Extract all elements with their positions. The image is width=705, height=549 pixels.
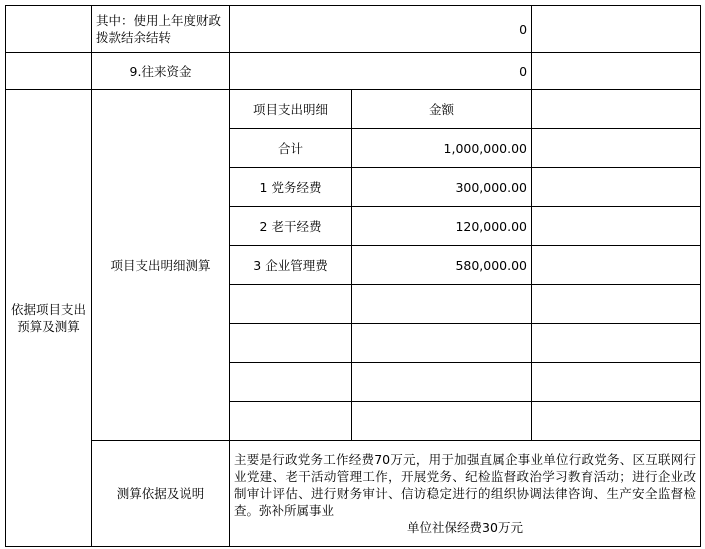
empty-cell: [532, 402, 701, 441]
table-row: [6, 441, 701, 547]
header-amount: 金额: [352, 90, 532, 129]
empty-cell: [532, 246, 701, 285]
row-amount: 120,000.00: [352, 207, 532, 246]
empty-cell: [352, 363, 532, 402]
carryover-label: 其中：使用上年度财政拨款结余结转: [92, 6, 230, 53]
empty-cell: [532, 285, 701, 324]
empty-cell: [230, 324, 352, 363]
empty-cell: [532, 53, 701, 90]
detail-calc-label: 项目支出明细测算: [92, 90, 230, 441]
empty-cell: [532, 129, 701, 168]
empty-cell: [6, 53, 92, 90]
row-item: 2 老干经费: [230, 207, 352, 246]
empty-cell: [352, 402, 532, 441]
row-item: 合计: [230, 129, 352, 168]
empty-cell: [6, 6, 92, 53]
table-row: [6, 53, 701, 90]
table-row: [6, 6, 701, 53]
basis-text-body: 主要是行政党务工作经费70万元，用于加强直属企事业单位行政党务、区互联网行业党建、老干活动管理工作，开展党务、纪检监督政治学习教育活动；进行企业改制审计评估、进行财务审计、信访稳定进行的组织协调法律咨询、生产安全监督检查。弥补所属事业: [234, 452, 697, 518]
header-item: 项目支出明细: [230, 90, 352, 129]
budget-table: [5, 5, 701, 547]
empty-cell: [230, 285, 352, 324]
row-amount: 580,000.00: [352, 246, 532, 285]
section-outer-label: 依据项目支出预算及测算: [6, 90, 92, 547]
empty-cell: [352, 285, 532, 324]
empty-cell: [532, 168, 701, 207]
empty-cell: [532, 207, 701, 246]
row-item: 3 企业管理费: [230, 246, 352, 285]
basis-text: [230, 441, 701, 547]
empty-cell: [352, 324, 532, 363]
empty-cell: [230, 402, 352, 441]
row-amount: 300,000.00: [352, 168, 532, 207]
table-row: [6, 90, 701, 129]
empty-cell: [532, 363, 701, 402]
carryover-value: 0: [230, 6, 532, 53]
current-funds-label: 9.往来资金: [92, 53, 230, 90]
empty-cell: [532, 90, 701, 129]
row-amount: 1,000,000.00: [352, 129, 532, 168]
row-item: 1 党务经费: [230, 168, 352, 207]
current-funds-value: 0: [230, 53, 532, 90]
basis-text-last: 单位社保经费30万元: [407, 520, 523, 535]
empty-cell: [532, 6, 701, 53]
empty-cell: [230, 363, 352, 402]
basis-label: 测算依据及说明: [92, 441, 230, 547]
empty-cell: [532, 324, 701, 363]
